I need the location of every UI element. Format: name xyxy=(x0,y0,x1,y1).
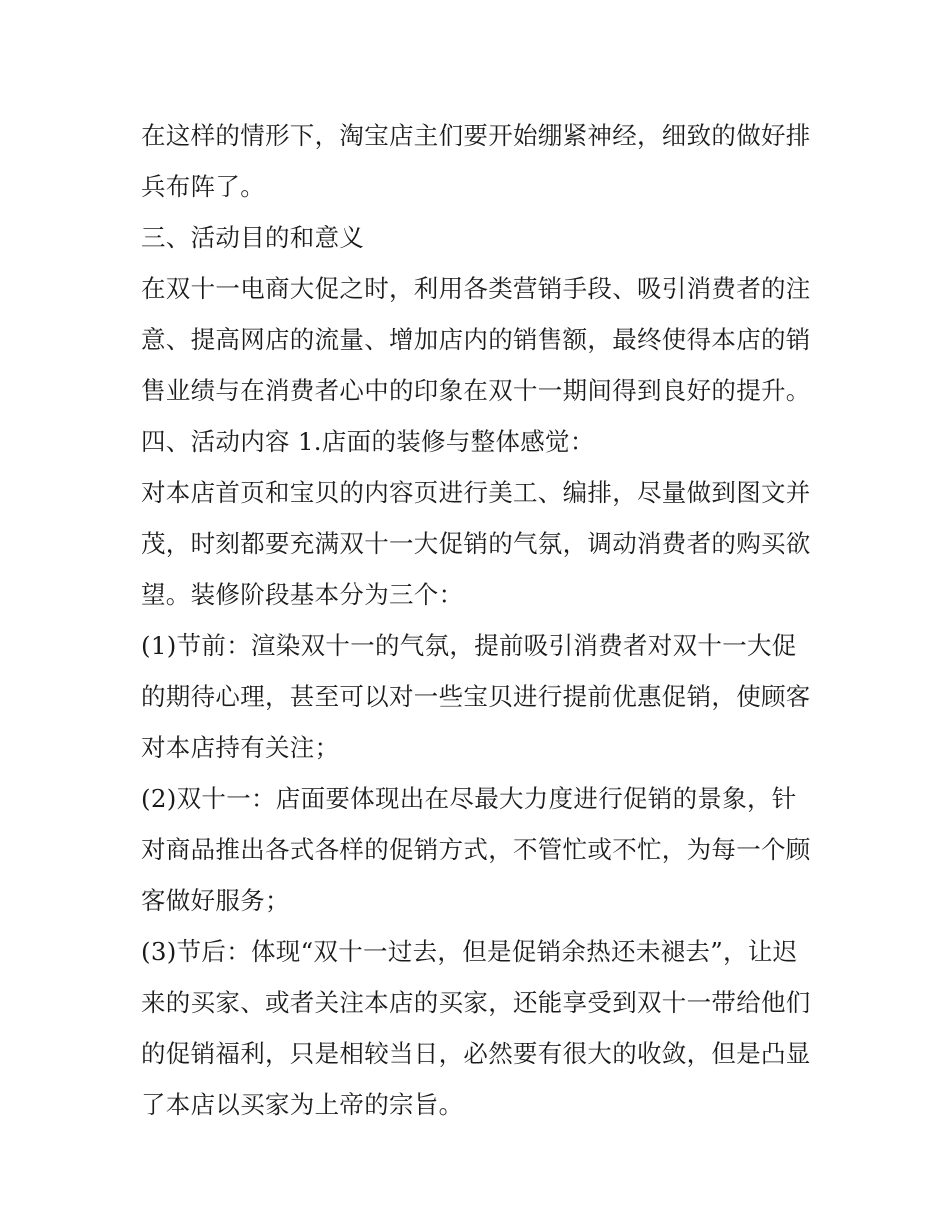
text-line: 的促销福利，只是相较当日，必然要有很大的收敛，但是凸显 xyxy=(141,1039,811,1068)
text-line: 客做好服务； xyxy=(141,886,290,915)
list-item-line: (1)节前：渲染双十一的气氛，提前吸引消费者对双十一大促 xyxy=(141,631,797,660)
text-line: 对本店持有关注； xyxy=(141,733,340,762)
text-line: 在这样的情形下，淘宝店主们要开始绷紧神经，细致的做好排 xyxy=(141,121,811,150)
text-line: 了本店以买家为上帝的宗旨。 xyxy=(141,1090,464,1119)
text-line: 兵布阵了。 xyxy=(141,172,265,201)
section-heading: 三、活动目的和意义 xyxy=(141,223,365,252)
document-body xyxy=(141,110,813,1130)
text-line: 的期待心理，甚至可以对一些宝贝进行提前优惠促销，使顾客 xyxy=(141,682,811,711)
text-line: 对商品推出各式各样的促销方式，不管忙或不忙，为每一个顾 xyxy=(141,835,811,864)
text-line: 意、提高网店的流量、增加店内的销售额，最终使得本店的销 xyxy=(141,325,811,354)
text-line: 来的买家、或者关注本店的买家，还能享受到双十一带给他们 xyxy=(141,988,811,1017)
text-line: 望。装修阶段基本分为三个： xyxy=(141,580,464,609)
list-item-line: (2)双十一：店面要体现出在尽最大力度进行促销的景象，针 xyxy=(141,784,797,813)
text-line: 售业绩与在消费者心中的印象在双十一期间得到良好的提升。 xyxy=(141,376,811,405)
text-line: 在双十一电商大促之时，利用各类营销手段、吸引消费者的注 xyxy=(141,274,811,303)
text-line: 对本店首页和宝贝的内容页进行美工、编排，尽量做到图文并 xyxy=(141,478,811,507)
section-heading: 四、活动内容 1.店面的装修与整体感觉： xyxy=(141,427,595,456)
list-item-line: (3)节后：体现“双十一过去，但是促销余热还未褪去”，让迟 xyxy=(141,937,798,966)
text-line: 茂，时刻都要充满双十一大促销的气氛，调动消费者的购买欲 xyxy=(141,529,811,558)
